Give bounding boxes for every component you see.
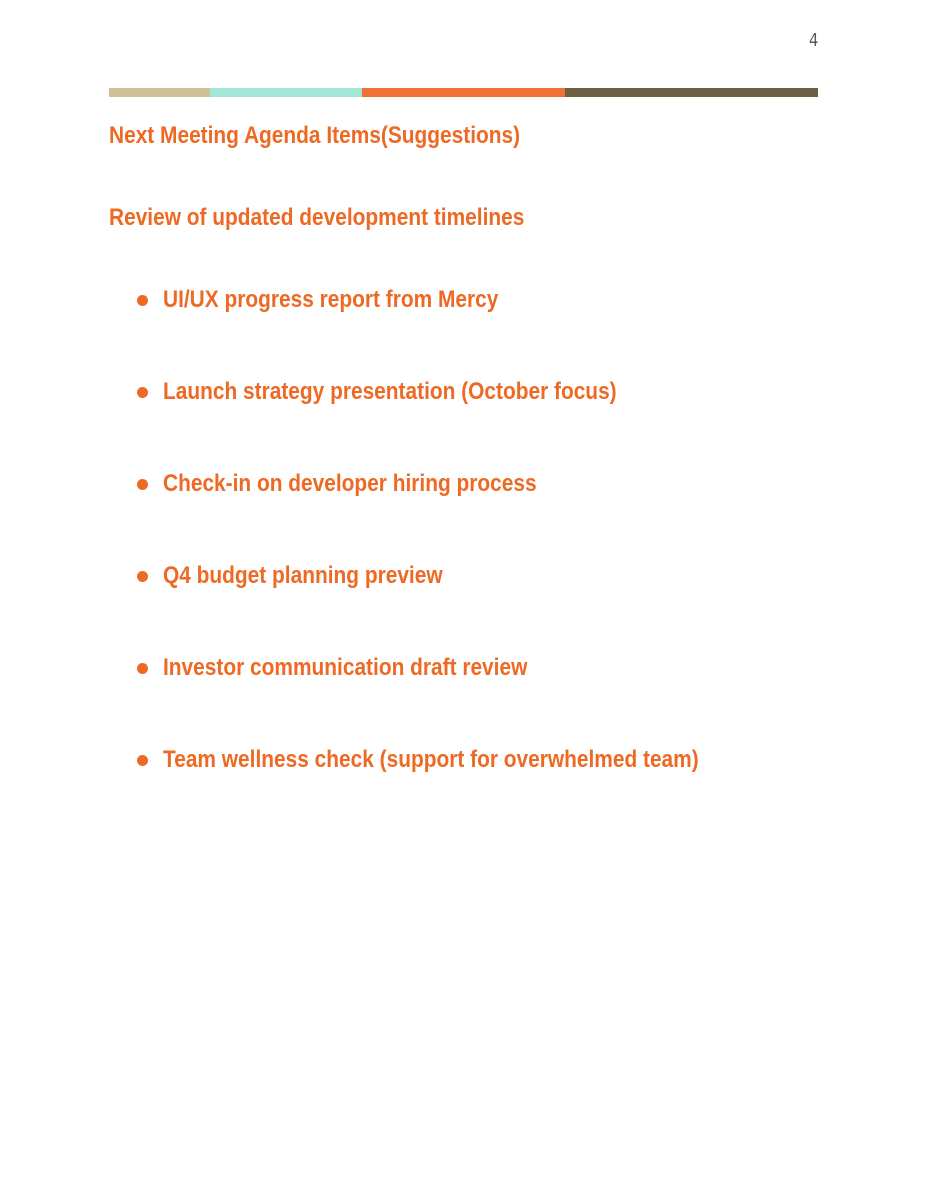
bullet-icon [137,295,148,306]
document-body [109,121,829,837]
list-item-text: Check-in on developer hiring process [163,470,537,497]
list-item [137,377,829,407]
header-color-bar [109,88,818,97]
bullet-icon [137,663,148,674]
list-item-text: Investor communication draft review [163,654,528,681]
list-item-text: Q4 budget planning preview [163,562,443,589]
color-bar-segment-1 [109,88,210,97]
list-item-text: Team wellness check (support for overwhelmed team) [163,746,699,773]
bullet-icon [137,479,148,490]
list-item-text: Launch strategy presentation (October focus) [163,378,617,405]
color-bar-segment-2 [210,88,362,97]
color-bar-segment-4 [565,88,818,97]
agenda-list [109,285,829,775]
list-item [137,285,829,315]
bullet-icon [137,755,148,766]
page-number: 4 [808,30,818,51]
agenda-title: Next Meeting Agenda Items(Suggestions) [109,122,521,149]
color-bar-segment-3 [362,88,565,97]
list-item [137,653,829,683]
bullet-icon [137,387,148,398]
agenda-subtitle: Review of updated development timelines [109,204,525,231]
list-item [137,745,829,775]
bullet-icon [137,571,148,582]
list-item-text: UI/UX progress report from Mercy [163,286,499,313]
list-item [137,469,829,499]
list-item [137,561,829,591]
